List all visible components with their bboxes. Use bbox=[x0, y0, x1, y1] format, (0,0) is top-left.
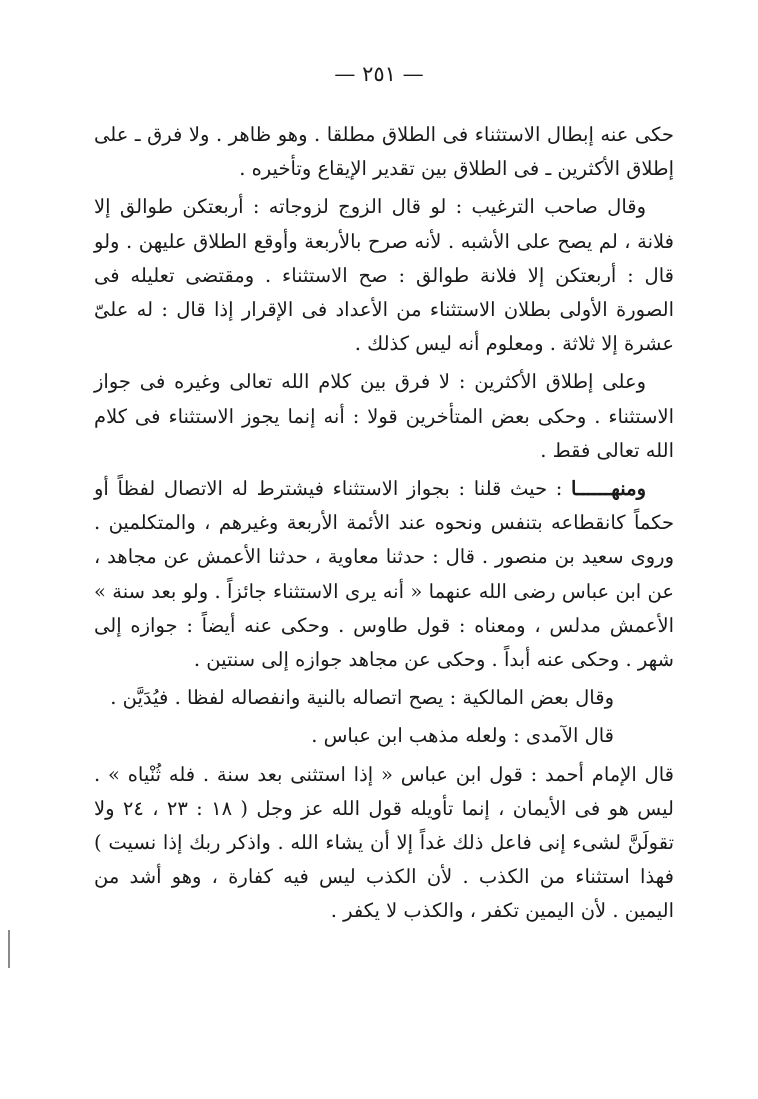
paragraph-5: وقال بعض المالكية : يصح اتصاله بالنية وانفصاله لفظا . فيُدَيَّن . bbox=[110, 686, 614, 710]
paragraph-1: حكى عنه إبطال الاستثناء فى الطلاق مطلقا . وهو ظاهر . ولا فرق ـ على إطلاق الأكثرين ـ فى الطلاق بين تقدير الإيقاع وتأخيره . bbox=[94, 123, 674, 181]
paragraph-4 bbox=[94, 472, 674, 677]
body-text bbox=[94, 118, 674, 933]
page-number: — ٢٥١ — bbox=[334, 62, 424, 86]
margin-mark bbox=[8, 930, 10, 968]
paragraph-2: وقال صاحب الترغيب : لو قال الزوج لزوجاته : أربعتكن طوالق إلا فلانة ، لم يصح على الأشبه . لأنه صرح بالأربعة وأوقع الطلاق عليهن . ولو قال : أربعتكن إلا فلانة طوالق : صح الاستثناء . ومقتضى تعليله فى الصورة الأولى بطلان الاستثناء من الأعداد فى الإقرار إذا قال : له علىّ عشرة إلا ثلاثة . ومعلوم أنه ليس كذلك . bbox=[94, 195, 674, 356]
paragraph-3: وعلى إطلاق الأكثرين : لا فرق بين كلام الله تعالى وغيره فى جواز الاستثناء . وحكى بعض المتأخرين قولا : أنه إنما يجوز الاستثناء فى كلام الله تعالى فقط . bbox=[94, 370, 674, 462]
paragraph-7: قال الإمام أحمد : قول ابن عباس « إذا استثنى بعد سنة . فله ثُنْياه » . ليس هو فى الأيمان ، إنما تأويله قول الله عز وجل ( ١٨ : ٢٣ ، ٢٤ ولا تقولَنَّ لشىء إنى فاعل ذلك غداً إلا أن يشاء الله . واذكر ربك إذا نسيت ) فهذا استثناء من الكذب . لأن الكذب ليس فيه كفارة ، وهو أشد من اليمين . لأن اليمين تكفر ، والكذب لا يكفر . bbox=[94, 762, 674, 923]
paragraph-6: قال الآمدى : ولعله مذهب ابن عباس . bbox=[311, 724, 614, 748]
paragraph-4-text: : حيث قلنا : بجواز الاستثناء فيشترط له الاتصال لفظاً أو حكماً كانقطاعه بتنفس ونحوه عند الأئمة الأربعة وغيرهم ، والمتكلمين . وروى سعيد بن منصور . قال : حدثنا معاوية ، حدثنا الأعمش عن مجاهد ، عن ابن عباس رضى الله عنهما « أنه يرى الاستثناء جائزاً . ولو بعد سنة » الأعمش مدلس ، ومعناه : قول طاوس . وحكى عنه أيضاً : جوازه إلى شهر . وحكى عنه أبداً . وحكى عن مجاهد جوازه إلى سنتين . bbox=[94, 477, 674, 672]
section-lead-word: ومنهــــــا bbox=[571, 477, 646, 501]
